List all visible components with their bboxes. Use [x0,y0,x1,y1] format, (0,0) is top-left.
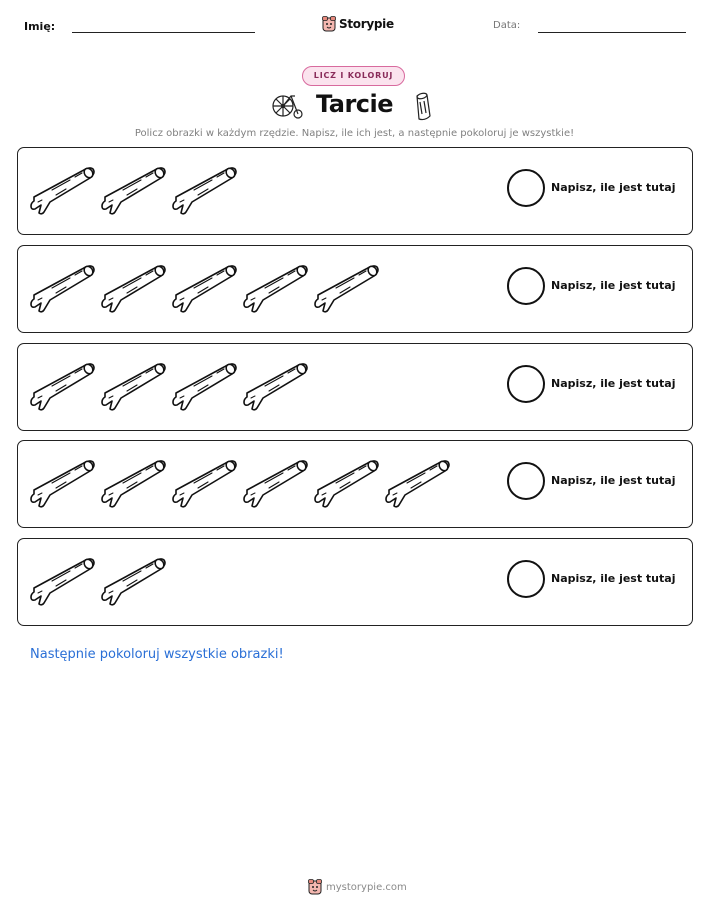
page-title: Tarcie [315,90,394,118]
name-label: Imię: [24,20,56,33]
answer-circle[interactable] [507,462,545,500]
counting-row [17,343,693,431]
answer-circle[interactable] [507,169,545,207]
stick-icon[interactable] [243,453,310,509]
title-row [0,90,709,124]
answer-label: Napisz, ile jest tutaj [551,278,676,292]
storypie-logo-icon [322,16,336,32]
counting-row [17,245,693,333]
stick-icon[interactable] [30,453,97,509]
log-icon [411,92,433,122]
stick-icon[interactable] [30,258,97,314]
stick-icon[interactable] [101,356,168,412]
stick-icon[interactable] [243,258,310,314]
stick-icon[interactable] [101,258,168,314]
stick-icon[interactable] [385,453,452,509]
stick-icon[interactable] [30,160,97,216]
worksheet-header [0,16,709,40]
brand [322,16,394,32]
stick-icon[interactable] [30,356,97,412]
stick-icon[interactable] [101,453,168,509]
answer-label: Napisz, ile jest tutaj [551,572,676,585]
counting-rows [17,147,693,636]
instructions: Policz obrazki w każdym rzędzie. Napisz, ile ich jest, a następnie pokoloruj je wszystkie! [134,128,575,139]
date-field-line[interactable] [538,32,686,33]
stick-icon[interactable] [172,453,239,509]
stick-icon[interactable] [101,160,168,216]
storypie-logo-icon [308,879,322,895]
stick-icon[interactable] [172,258,239,314]
counting-row [17,538,693,626]
stick-icon[interactable] [314,453,381,509]
stick-group [30,160,239,220]
answer-label: Napisz, ile jest tutaj [551,376,676,390]
stick-icon[interactable] [30,551,97,607]
answer-label: Napisz, ile jest tutaj [551,181,676,194]
brand-name: Storypie [339,17,394,31]
stick-icon[interactable] [172,356,239,412]
stick-group [30,356,310,416]
activity-tag: LICZ I KOLORUJ [302,66,405,86]
date-label: Data: [493,20,521,31]
footer-note: Następnie pokoloruj wszystkie obrazki! [30,647,284,662]
answer-circle[interactable] [507,560,545,598]
counting-row [17,440,693,528]
stick-group [30,453,452,513]
stick-icon[interactable] [243,356,310,412]
answer-circle[interactable] [507,267,545,305]
name-field-line[interactable] [72,32,255,33]
site-url: mystorypie.com [326,881,407,893]
stick-icon[interactable] [101,551,168,607]
counting-row [17,147,693,235]
stick-group [30,551,168,611]
answer-circle[interactable] [507,365,545,403]
site-footer [308,879,407,895]
answer-label: Napisz, ile jest tutaj [551,474,676,488]
stick-icon[interactable] [314,258,381,314]
stick-icon[interactable] [172,160,239,216]
stick-group [30,258,381,318]
